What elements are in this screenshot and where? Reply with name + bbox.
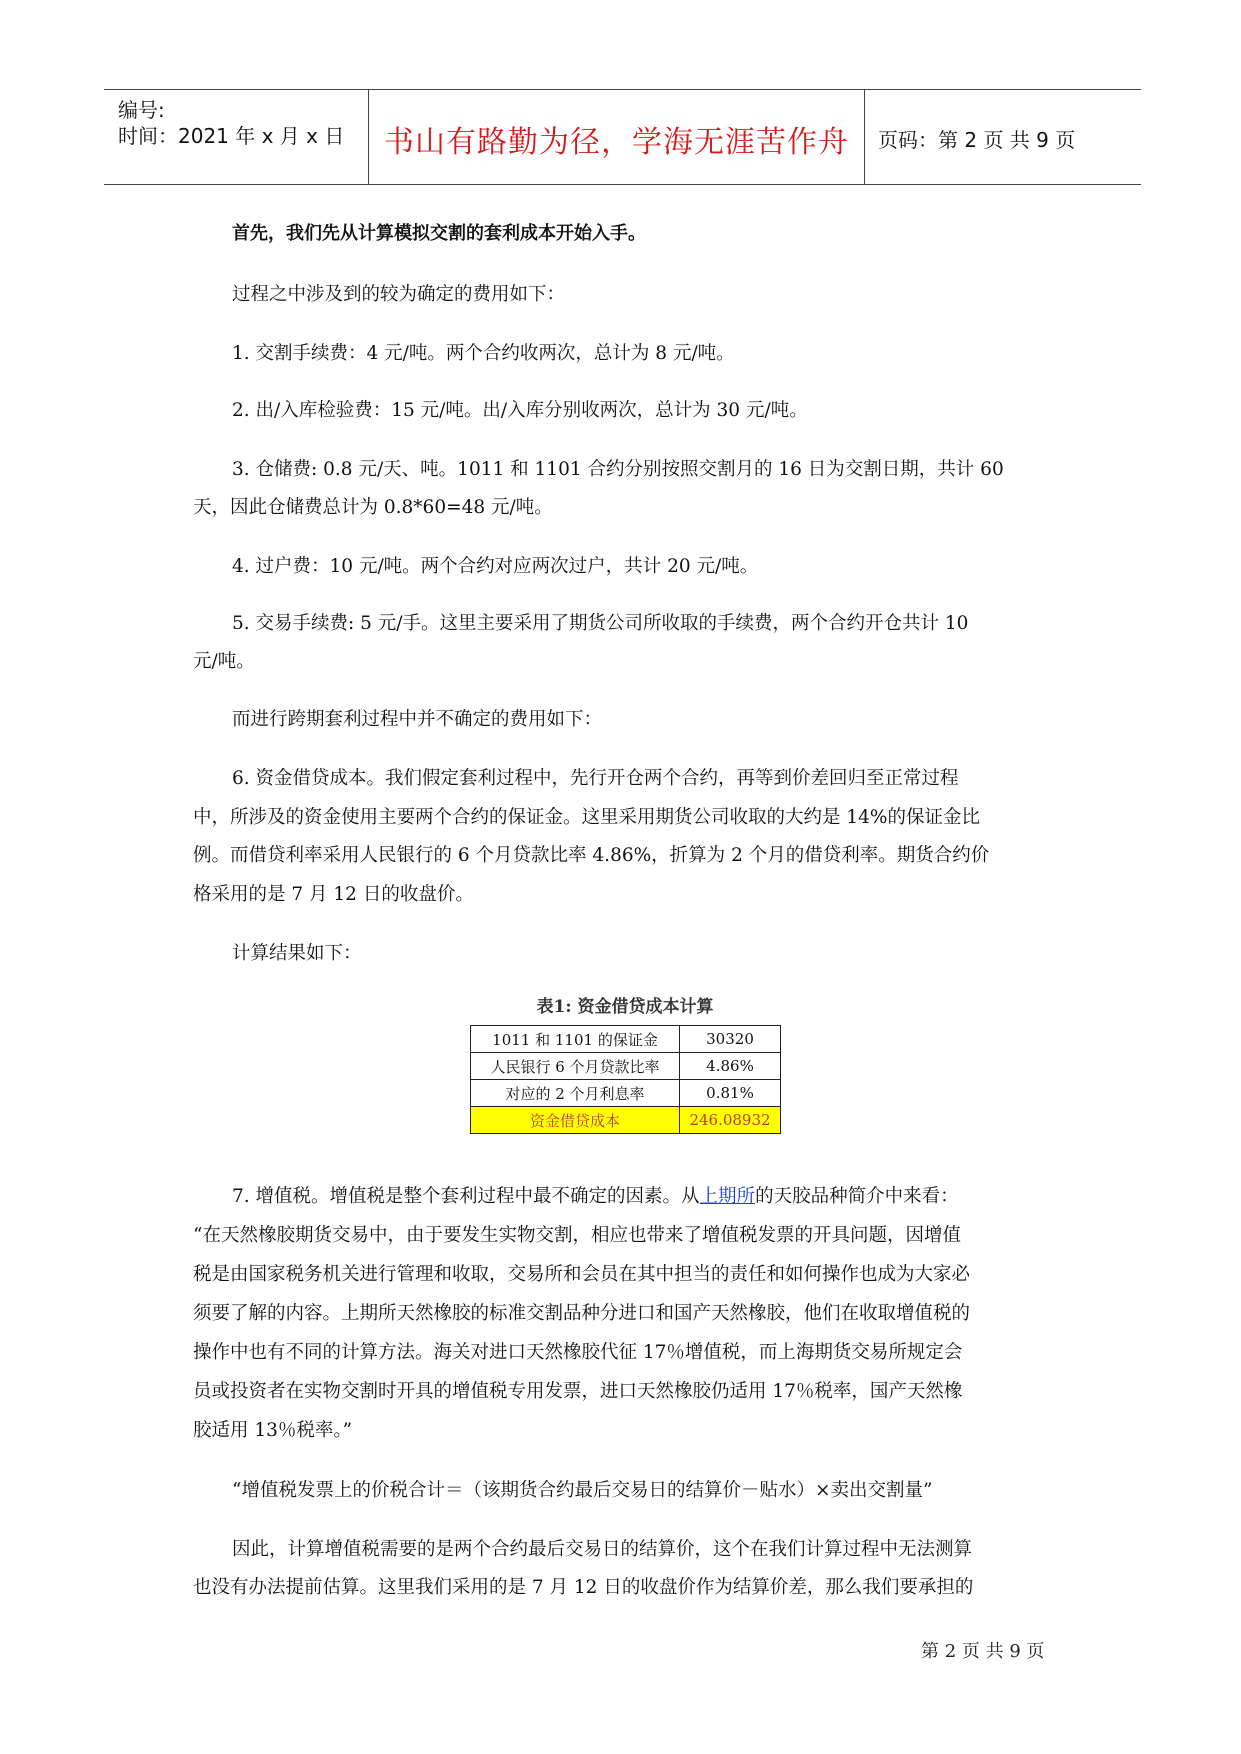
table-row <box>471 1080 781 1107</box>
cost-item-3-line1: 3. 仓储费: 0.8 元/天、吨。1011 和 1101 合约分别按照交割月的 16 日为交割日期，共计 60 <box>232 459 1004 480</box>
header-motto: 书山有路勤为径，学海无涯苦作舟 <box>384 125 849 160</box>
table-cell-value: 30320 <box>680 1026 781 1053</box>
cost-item-7-line7: 胶适用 13％税率。” <box>193 1420 353 1441</box>
table-row <box>471 1026 781 1053</box>
cost-item-5-line2: 元/吨。 <box>193 651 255 672</box>
document-number-label: 编号: <box>118 98 165 122</box>
cost-item-6-line4: 格采用的是 7 月 12 日的收盘价。 <box>193 884 474 905</box>
cost-item-4: 4. 过户费：10 元/吨。两个合约对应两次过户，共计 20 元/吨。 <box>232 556 759 577</box>
uncertain-costs-intro: 而进行跨期套利过程中并不确定的费用如下： <box>232 709 603 730</box>
table-row-highlighted <box>471 1107 781 1134</box>
document-time-label: 时间：2021 年 x 月 x 日 <box>118 124 345 148</box>
conclusion-line2: 也没有办法提前估算。这里我们采用的是 7 月 12 日的收盘价作为结算价差，那么我们要承担的 <box>193 1577 974 1598</box>
vat-formula: “增值税发票上的价税合计＝（该期货合约最后交易日的结算价－贴水）×卖出交割量” <box>232 1480 933 1501</box>
table-cell-value: 0.81% <box>680 1080 781 1107</box>
table-row <box>471 1053 781 1080</box>
table-caption: 表1: 资金借贷成本计算 <box>536 997 714 1017</box>
header-page-cell <box>865 90 1141 184</box>
loan-cost-table <box>470 1025 781 1134</box>
cost-item-7-line4: 须要了解的内容。上期所天然橡胶的标准交割品种分进口和国产天然橡胶，他们在收取增值税的 <box>193 1303 971 1324</box>
cost-item-6-line1: 6. 资金借贷成本。我们假定套利过程中，先行开仓两个合约，再等到价差回归至正常过程 <box>232 768 959 789</box>
cost-item-2: 2. 出/入库检验费：15 元/吨。出/入库分别收两次，总计为 30 元/吨。 <box>232 400 808 421</box>
cost-item-7-line1-start: 7. 增值税。增值税是整个套利过程中最不确定的因素。从 <box>232 1186 700 1207</box>
cost-item-5-line1: 5. 交易手续费: 5 元/手。这里主要采用了期货公司所收取的手续费，两个合约开仓共计 10 <box>232 613 969 634</box>
cost-item-7-line5: 操作中也有不同的计算方法。海关对进口天然橡胶代征 17％增值税，而上海期货交易所规定会 <box>193 1342 963 1363</box>
cost-item-7-line1-end: 的天胶品种简介中来看： <box>755 1186 959 1207</box>
cost-item-7-line3: 税是由国家税务机关进行管理和收取，交易所和会员在其中担当的责任和如何操作也成为大家必 <box>193 1264 971 1285</box>
cost-item-3-line2: 天，因此仓储费总计为 0.8*60=48 元/吨。 <box>193 497 553 518</box>
header-meta-cell <box>104 90 369 184</box>
table-cell-label: 资金借贷成本 <box>471 1107 680 1134</box>
cost-item-7-line2: “在天然橡胶期货交易中，由于要发生实物交割，相应也带来了增值税发票的开具问题，因增值 <box>193 1225 961 1246</box>
cost-item-6-line2: 中，所涉及的资金使用主要两个合约的保证金。这里采用期货公司收取的大约是 14%的保证金比 <box>193 807 981 828</box>
cost-item-7-line6: 员或投资者在实物交割时开具的增值税专用发票，进口天然橡胶仍适用 17％税率，国产天然橡 <box>193 1381 963 1402</box>
fixed-costs-intro: 过程之中涉及到的较为确定的费用如下： <box>232 284 566 305</box>
page-footer: 第 2 页 共 9 页 <box>921 1641 1045 1662</box>
header-page-number: 页码：第 2 页 共 9 页 <box>878 128 1076 152</box>
intro-heading: 首先，我们先从计算模拟交割的套利成本开始入手。 <box>232 223 646 244</box>
table-cell-label: 人民银行 6 个月贷款比率 <box>471 1053 680 1080</box>
header-motto-cell <box>369 90 865 184</box>
table-cell-label: 对应的 2 个月利息率 <box>471 1080 680 1107</box>
page-header <box>104 89 1141 185</box>
table-cell-value: 4.86% <box>680 1053 781 1080</box>
cost-item-7-line1 <box>232 1184 959 1210</box>
shfe-link[interactable]: 上期所 <box>699 1186 756 1207</box>
conclusion-line1: 因此，计算增值税需要的是两个合约最后交易日的结算价，这个在我们计算过程中无法测算 <box>232 1539 973 1560</box>
cost-item-1: 1. 交割手续费：4 元/吨。两个合约收两次，总计为 8 元/吨。 <box>232 343 735 364</box>
table-cell-value: 246.08932 <box>680 1107 781 1134</box>
table-cell-label: 1011 和 1101 的保证金 <box>471 1026 680 1053</box>
cost-item-6-line3: 例。而借贷利率采用人民银行的 6 个月贷款比率 4.86%，折算为 2 个月的借贷利率。期货合约价 <box>193 845 990 866</box>
calc-result-label: 计算结果如下： <box>232 943 362 964</box>
